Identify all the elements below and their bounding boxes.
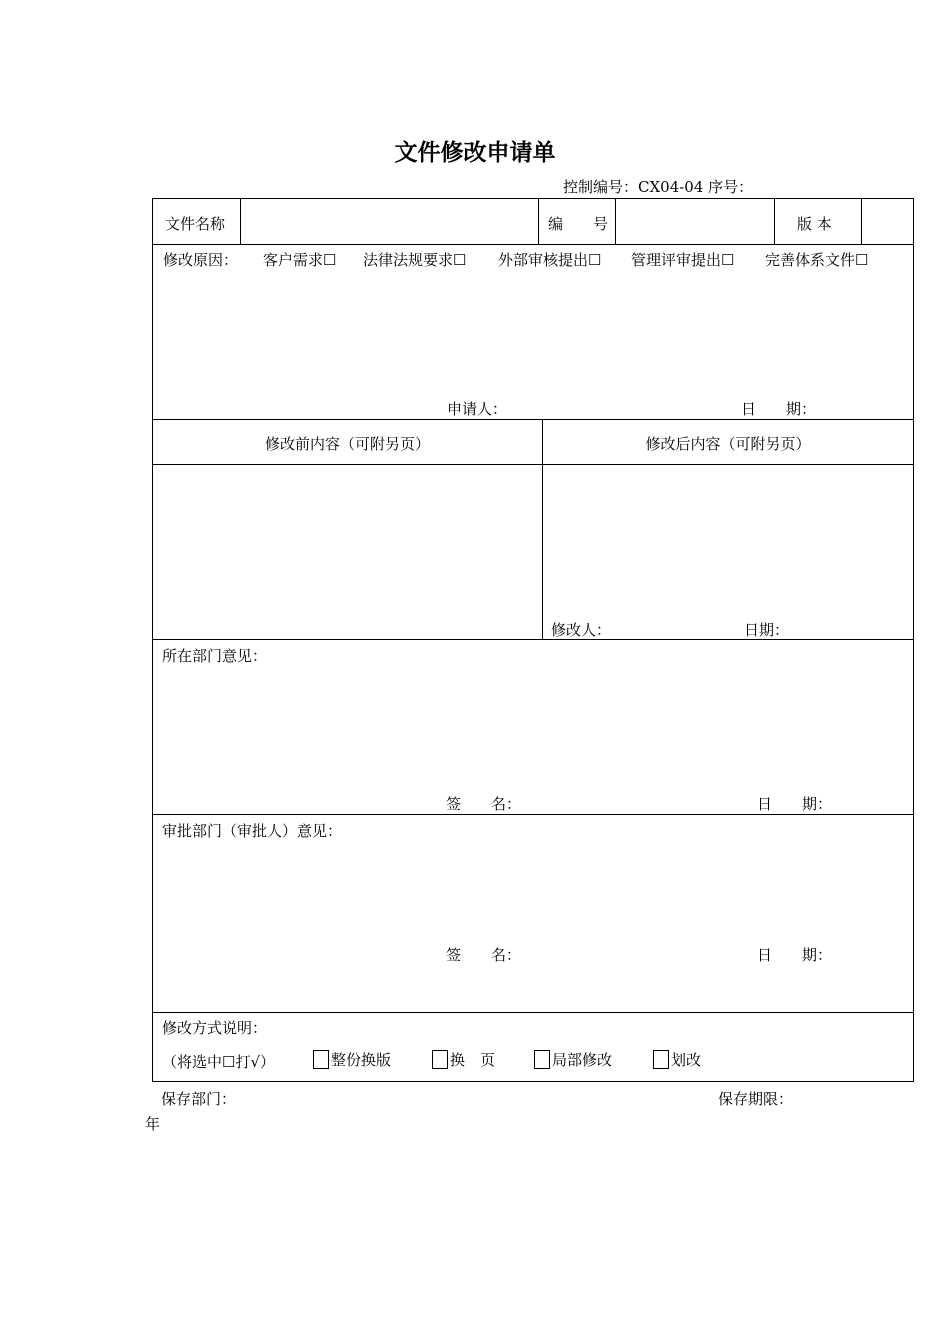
approval-opinion-label: 审批部门（审批人）意见： bbox=[162, 822, 343, 840]
column-divider bbox=[774, 199, 775, 244]
applicant-label: 申请人： bbox=[447, 400, 508, 418]
row-divider bbox=[153, 244, 913, 245]
file-name-label: 文件名称 bbox=[165, 215, 226, 233]
reason-option-law[interactable]: 法律法规要求☐ bbox=[363, 251, 467, 269]
method-option-page[interactable]: 换 页 bbox=[432, 1049, 495, 1070]
checkbox-icon[interactable] bbox=[653, 1050, 669, 1069]
dept-date-label: 日 期： bbox=[757, 795, 833, 813]
version-label: 版 本 bbox=[797, 215, 832, 233]
method-label: 修改方式说明： bbox=[162, 1019, 268, 1037]
row-divider bbox=[153, 464, 913, 465]
row-divider bbox=[153, 814, 913, 815]
checkbox-icon[interactable] bbox=[432, 1050, 448, 1069]
row-divider bbox=[153, 419, 913, 420]
column-divider bbox=[861, 199, 862, 244]
method-option-partial[interactable]: 局部修改 bbox=[534, 1049, 612, 1070]
dept-sign-label: 签 名： bbox=[446, 795, 522, 813]
column-divider bbox=[538, 199, 539, 244]
approval-sign-label: 签 名： bbox=[446, 946, 522, 964]
before-content-header: 修改前内容（可附另页） bbox=[264, 435, 430, 453]
reason-option-external-audit[interactable]: 外部审核提出☐ bbox=[498, 251, 602, 269]
form-title: 文件修改申请单 bbox=[394, 140, 556, 166]
after-content-header: 修改后内容（可附另页） bbox=[645, 435, 811, 453]
column-divider bbox=[240, 199, 241, 244]
method-option-strike[interactable]: 划改 bbox=[653, 1049, 701, 1070]
method-option-full[interactable]: 整份换版 bbox=[313, 1049, 391, 1070]
approval-date-label: 日 期： bbox=[757, 946, 833, 964]
modifier-label: 修改人： bbox=[551, 621, 612, 639]
method-hint: （将选中☐打√） bbox=[162, 1053, 276, 1071]
reason-option-improve-docs[interactable]: 完善体系文件☐ bbox=[765, 251, 869, 269]
dept-opinion-label: 所在部门意见： bbox=[162, 647, 268, 665]
modifier-date-label: 日期： bbox=[744, 621, 790, 639]
control-number: 控制编号：CX04-04 序号： bbox=[563, 178, 754, 196]
number-label: 编 号 bbox=[548, 215, 609, 233]
row-divider bbox=[153, 1012, 913, 1013]
checkbox-icon[interactable] bbox=[313, 1050, 329, 1069]
year-label: 年 bbox=[145, 1115, 161, 1133]
keep-department-label: 保存部门： bbox=[161, 1090, 237, 1108]
row-divider bbox=[153, 639, 913, 640]
checkbox-icon[interactable] bbox=[534, 1050, 550, 1069]
reason-label: 修改原因： bbox=[163, 251, 239, 269]
reason-option-management-review[interactable]: 管理评审提出☐ bbox=[631, 251, 735, 269]
modification-form bbox=[152, 198, 914, 1082]
reason-date-label: 日 期： bbox=[741, 400, 817, 418]
reason-option-customer[interactable]: 客户需求☐ bbox=[263, 251, 337, 269]
column-divider bbox=[615, 199, 616, 244]
keep-period-label: 保存期限： bbox=[718, 1090, 794, 1108]
